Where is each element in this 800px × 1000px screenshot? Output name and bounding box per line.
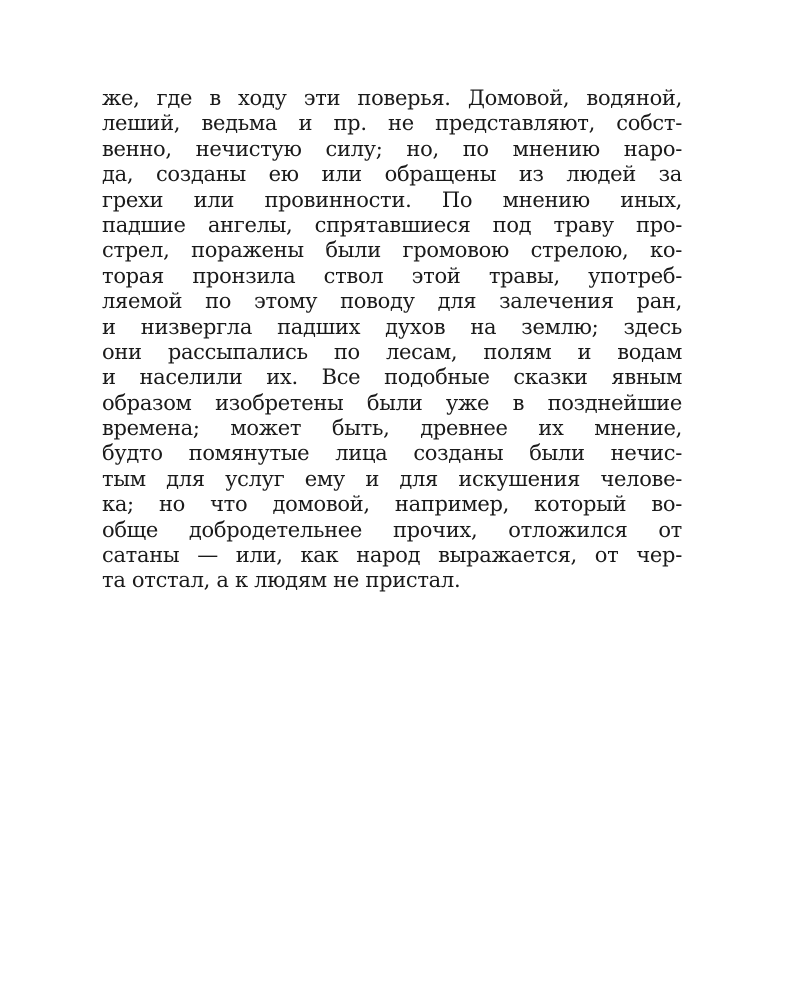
text-line: образом изобретены были уже в позднейшие xyxy=(102,390,682,415)
text-line: стрел, поражены были громовою стрелою, ко- xyxy=(102,238,682,263)
text-line: и низвергла падших духов на землю; здесь xyxy=(102,314,682,339)
text-line: ляемой по этому поводу для залечения ран, xyxy=(102,289,682,314)
text-line: торая пронзила ствол этой травы, употреб- xyxy=(102,263,682,288)
text-line: леший, ведьма и пр. не представляют, собст- xyxy=(102,111,682,136)
text-line: обще добродетельнее прочих, отложился от xyxy=(102,517,682,542)
text-line: тым для услуг ему и для искушения челове- xyxy=(102,466,682,491)
body-paragraph xyxy=(102,86,682,594)
text-line: они рассыпались по лесам, полям и водам xyxy=(102,339,682,364)
text-line: сатаны — или, как народ выражается, от чер- xyxy=(102,543,682,568)
text-line: ка; но что домовой, например, который во- xyxy=(102,492,682,517)
text-line: падшие ангелы, спрятавшиеся под траву про- xyxy=(102,212,682,237)
text-line: та отстал, а к людям не пристал. xyxy=(102,568,461,593)
text-line: да, созданы ею или обращены из людей за xyxy=(102,162,682,187)
text-line: и населили их. Все подобные сказки явным xyxy=(102,365,682,390)
text-line: грехи или провинности. По мнению иных, xyxy=(102,187,682,212)
text-line: будто помянутые лица созданы были нечис- xyxy=(102,441,682,466)
text-line: венно, нечистую силу; но, по мнению наро- xyxy=(102,136,682,161)
text-line: же, где в ходу эти поверья. Домовой, водяной, xyxy=(102,86,682,110)
text-line: времена; может быть, древнее их мнение, xyxy=(102,416,682,441)
